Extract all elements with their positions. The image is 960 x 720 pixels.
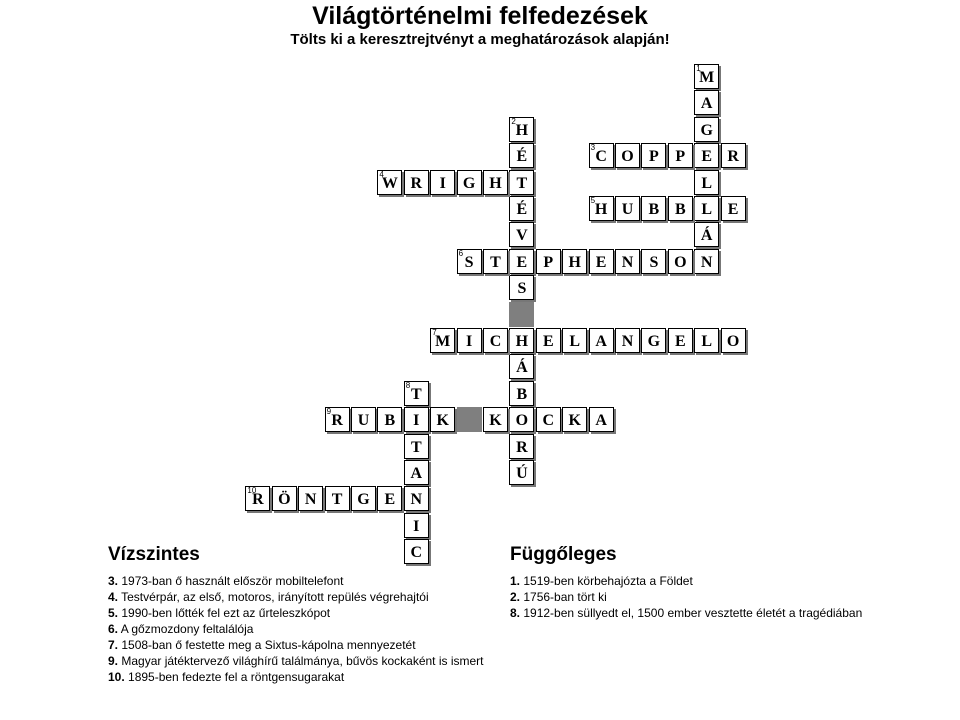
across-heading: Vízszintes bbox=[108, 544, 200, 565]
letter-cell bbox=[536, 249, 561, 274]
clue-item bbox=[108, 653, 488, 669]
clue-item-number: 8. bbox=[510, 606, 521, 620]
clue-number: 7 bbox=[432, 328, 437, 337]
cell-letter: A bbox=[410, 465, 423, 482]
letter-cell bbox=[589, 196, 614, 221]
clue-item-text: Magyar játéktervező világhírű találmánya, bűvös kockaként is ismert bbox=[118, 654, 484, 668]
letter-cell bbox=[694, 222, 719, 247]
cell-letter: N bbox=[410, 491, 423, 509]
cell-letter: U bbox=[621, 201, 634, 218]
letter-cell bbox=[615, 328, 640, 353]
cell-letter: B bbox=[516, 385, 528, 403]
cell-letter: K bbox=[568, 412, 581, 430]
letter-cell bbox=[483, 328, 508, 353]
letter-cell bbox=[404, 170, 429, 195]
cell-letter: A bbox=[595, 412, 607, 430]
cell-letter: H bbox=[489, 174, 502, 192]
letter-cell bbox=[298, 486, 323, 511]
clue-item bbox=[108, 621, 488, 637]
cell-letter: N bbox=[621, 333, 634, 350]
cell-letter: E bbox=[595, 253, 607, 271]
clue-item-number: 9. bbox=[108, 654, 119, 668]
letter-cell bbox=[509, 434, 534, 459]
letter-cell bbox=[641, 249, 666, 274]
letter-cell bbox=[641, 143, 666, 168]
cell-letter: T bbox=[490, 253, 501, 271]
cell-letter: M bbox=[699, 69, 715, 86]
cell-letter: I bbox=[439, 174, 446, 192]
cell-letter: G bbox=[462, 174, 476, 192]
cell-letter: É bbox=[516, 148, 528, 166]
letter-cell bbox=[509, 222, 534, 247]
letter-cell bbox=[457, 249, 482, 274]
clue-number: 2 bbox=[511, 116, 516, 126]
cell-letter: C bbox=[410, 544, 423, 562]
clue-item-text: 1912-ben süllyedt el, 1500 ember vesztette életét a tragédiában bbox=[520, 606, 863, 620]
letter-cell bbox=[589, 407, 614, 432]
cell-letter: E bbox=[516, 253, 528, 271]
cell-letter: H bbox=[594, 201, 608, 218]
cell-letter: L bbox=[701, 333, 713, 350]
letter-cell bbox=[721, 196, 746, 221]
clue-item bbox=[108, 637, 488, 653]
cell-letter: B bbox=[674, 201, 686, 218]
clue-item bbox=[510, 605, 930, 621]
cell-letter: H bbox=[568, 253, 581, 271]
letter-cell bbox=[694, 196, 719, 221]
letter-cell bbox=[509, 328, 534, 353]
cell-letter: O bbox=[674, 253, 687, 271]
clue-item-text: A gőzmozdony feltalálója bbox=[118, 622, 254, 636]
letter-cell bbox=[694, 143, 719, 168]
letter-cell bbox=[589, 143, 614, 168]
letter-cell bbox=[377, 170, 402, 195]
clue-item-text: 1973-ban ő használt először mobiltelefont bbox=[118, 574, 344, 588]
letter-cell bbox=[404, 539, 429, 564]
letter-cell bbox=[694, 117, 719, 142]
letter-cell bbox=[562, 249, 587, 274]
letter-cell bbox=[536, 328, 561, 353]
cell-letter: L bbox=[569, 333, 581, 350]
clue-item-number: 7. bbox=[108, 638, 119, 652]
letter-cell bbox=[430, 407, 455, 432]
letter-cell bbox=[404, 513, 429, 538]
cell-letter: R bbox=[252, 491, 264, 509]
letter-cell bbox=[509, 381, 534, 406]
letter-cell bbox=[377, 407, 402, 432]
clue-number: 10 bbox=[247, 486, 257, 496]
cell-letter: Ö bbox=[278, 491, 291, 509]
letter-cell bbox=[536, 407, 561, 432]
cell-letter: S bbox=[649, 253, 659, 271]
letter-cell bbox=[509, 196, 534, 221]
cell-letter: A bbox=[595, 333, 607, 350]
cell-letter: Á bbox=[516, 359, 528, 377]
cell-letter: R bbox=[516, 438, 528, 456]
letter-cell bbox=[668, 249, 693, 274]
letter-cell bbox=[668, 196, 693, 221]
cell-letter: N bbox=[304, 491, 317, 509]
clue-item-text: 1756-ban tört ki bbox=[520, 590, 607, 604]
clue-item bbox=[108, 573, 488, 589]
cell-letter: I bbox=[413, 412, 420, 430]
down-clue-list bbox=[510, 573, 930, 621]
clue-item-text: Testvérpár, az első, motoros, irányított repülés végrehajtói bbox=[118, 590, 429, 604]
letter-cell bbox=[668, 328, 693, 353]
cell-letter: R bbox=[331, 412, 343, 430]
letter-cell bbox=[509, 407, 534, 432]
cell-letter: P bbox=[649, 148, 659, 166]
cell-letter: B bbox=[384, 412, 396, 430]
letter-cell bbox=[615, 196, 640, 221]
letter-cell bbox=[721, 328, 746, 353]
clue-item bbox=[108, 605, 488, 621]
clue-item-number: 10. bbox=[108, 670, 125, 684]
clue-item bbox=[108, 589, 488, 605]
clue-number: 4 bbox=[379, 169, 384, 179]
cell-letter: K bbox=[436, 412, 449, 430]
letter-cell bbox=[509, 117, 534, 142]
cell-letter: U bbox=[357, 412, 370, 430]
letter-cell bbox=[457, 170, 482, 195]
letter-cell bbox=[404, 381, 429, 406]
letter-cell bbox=[562, 407, 587, 432]
clue-number: 5 bbox=[590, 196, 596, 205]
cell-letter: I bbox=[413, 517, 420, 535]
letter-cell bbox=[404, 434, 429, 459]
clue-item-number: 3. bbox=[108, 574, 119, 588]
clue-number: 6 bbox=[458, 248, 464, 258]
letter-cell bbox=[641, 328, 666, 353]
clue-item bbox=[108, 669, 488, 685]
cell-letter: E bbox=[701, 148, 713, 166]
clue-item-number: 5. bbox=[108, 606, 119, 620]
letter-cell bbox=[562, 328, 587, 353]
cell-letter: H bbox=[515, 121, 529, 139]
letter-cell bbox=[404, 486, 429, 511]
cell-letter: N bbox=[621, 253, 634, 271]
page-subtitle: Tölts ki a keresztrejtvényt a meghatározások alapján! bbox=[290, 31, 670, 48]
letter-cell bbox=[641, 196, 666, 221]
clue-item-text: 1990-ben lőtték fel ezt az űrteleszkópot bbox=[118, 606, 331, 620]
letter-cell bbox=[483, 407, 508, 432]
letter-cell bbox=[430, 328, 455, 353]
letter-cell bbox=[325, 407, 350, 432]
letter-cell bbox=[615, 143, 640, 168]
letter-cell bbox=[404, 460, 429, 485]
letter-cell bbox=[721, 143, 746, 168]
cell-letter: M bbox=[435, 333, 451, 350]
cell-letter: R bbox=[410, 174, 423, 192]
clue-item-number: 4. bbox=[108, 590, 119, 604]
cell-letter: G bbox=[357, 491, 370, 509]
letter-cell bbox=[589, 328, 614, 353]
cell-letter: A bbox=[700, 95, 713, 113]
letter-cell bbox=[404, 407, 429, 432]
cell-letter: P bbox=[675, 148, 686, 166]
cell-letter: L bbox=[701, 201, 713, 218]
cell-letter: O bbox=[726, 333, 740, 350]
cell-letter: K bbox=[489, 412, 502, 430]
letter-cell bbox=[483, 249, 508, 274]
clue-item-text: 1508-ban ő festette meg a Sixtus-kápolna mennyezetét bbox=[118, 638, 416, 652]
clue-item-text: 1519-ben körbehajózta a Földet bbox=[520, 574, 693, 588]
cell-letter: E bbox=[542, 333, 554, 350]
cell-letter: S bbox=[517, 280, 527, 298]
cell-letter: E bbox=[384, 491, 396, 509]
cell-letter: É bbox=[516, 201, 528, 218]
clue-number: 9 bbox=[326, 407, 332, 417]
cell-letter: L bbox=[701, 174, 713, 192]
cell-letter: T bbox=[410, 385, 422, 403]
letter-cell bbox=[694, 90, 719, 115]
letter-cell bbox=[509, 249, 534, 274]
letter-cell bbox=[351, 486, 376, 511]
letter-cell bbox=[509, 460, 534, 485]
cell-letter: B bbox=[648, 201, 660, 218]
letter-cell bbox=[272, 486, 297, 511]
cell-letter: W bbox=[381, 174, 398, 192]
letter-cell bbox=[694, 328, 719, 353]
letter-cell bbox=[430, 170, 455, 195]
cell-letter: O bbox=[515, 412, 529, 430]
cell-letter: T bbox=[331, 491, 343, 509]
clue-item bbox=[510, 589, 930, 605]
cell-letter: V bbox=[516, 227, 528, 245]
letter-cell bbox=[377, 486, 402, 511]
clue-number: 1 bbox=[696, 64, 701, 73]
letter-cell bbox=[509, 170, 534, 195]
cell-letter: G bbox=[700, 121, 713, 139]
cell-letter: G bbox=[647, 333, 661, 350]
cell-letter: E bbox=[674, 333, 686, 350]
cell-letter: C bbox=[542, 412, 555, 430]
cell-letter: T bbox=[410, 438, 422, 456]
clue-number: 3 bbox=[590, 143, 596, 153]
letter-cell bbox=[589, 249, 614, 274]
letter-cell bbox=[457, 328, 482, 353]
letter-cell bbox=[509, 143, 534, 168]
cell-letter: Ú bbox=[516, 465, 528, 482]
block-cell bbox=[509, 302, 534, 327]
cell-letter: I bbox=[465, 333, 473, 350]
letter-cell bbox=[694, 170, 719, 195]
letter-cell bbox=[351, 407, 376, 432]
letter-cell bbox=[694, 64, 719, 89]
cell-letter: C bbox=[489, 333, 502, 350]
clue-item-number: 2. bbox=[510, 590, 521, 604]
page-title: Világtörténelmi felfedezések bbox=[312, 2, 648, 30]
clue-item-number: 1. bbox=[510, 574, 521, 588]
letter-cell bbox=[509, 275, 534, 300]
letter-cell bbox=[615, 249, 640, 274]
letter-cell bbox=[509, 354, 534, 379]
cell-letter: Á bbox=[700, 227, 713, 245]
across-clue-list bbox=[108, 573, 488, 685]
letter-cell bbox=[325, 486, 350, 511]
cell-letter: C bbox=[595, 148, 607, 166]
letter-cell bbox=[694, 249, 719, 274]
cell-letter: P bbox=[543, 253, 554, 271]
cell-letter: S bbox=[464, 253, 474, 271]
cell-letter: N bbox=[700, 253, 713, 271]
down-heading: Függőleges bbox=[510, 544, 617, 565]
letter-cell bbox=[483, 170, 508, 195]
cell-letter: T bbox=[516, 174, 528, 192]
cell-letter: E bbox=[727, 201, 739, 218]
clue-item-text: 1895-ben fedezte fel a röntgensugarakat bbox=[124, 670, 345, 684]
letter-cell bbox=[668, 143, 693, 168]
clue-number: 8 bbox=[405, 380, 411, 390]
cell-letter: R bbox=[727, 148, 739, 166]
clue-item bbox=[510, 573, 930, 589]
clue-item-number: 6. bbox=[108, 622, 119, 636]
cell-letter: O bbox=[621, 148, 634, 166]
block-cell bbox=[457, 407, 482, 432]
cell-letter: H bbox=[515, 333, 529, 350]
letter-cell bbox=[245, 486, 270, 511]
